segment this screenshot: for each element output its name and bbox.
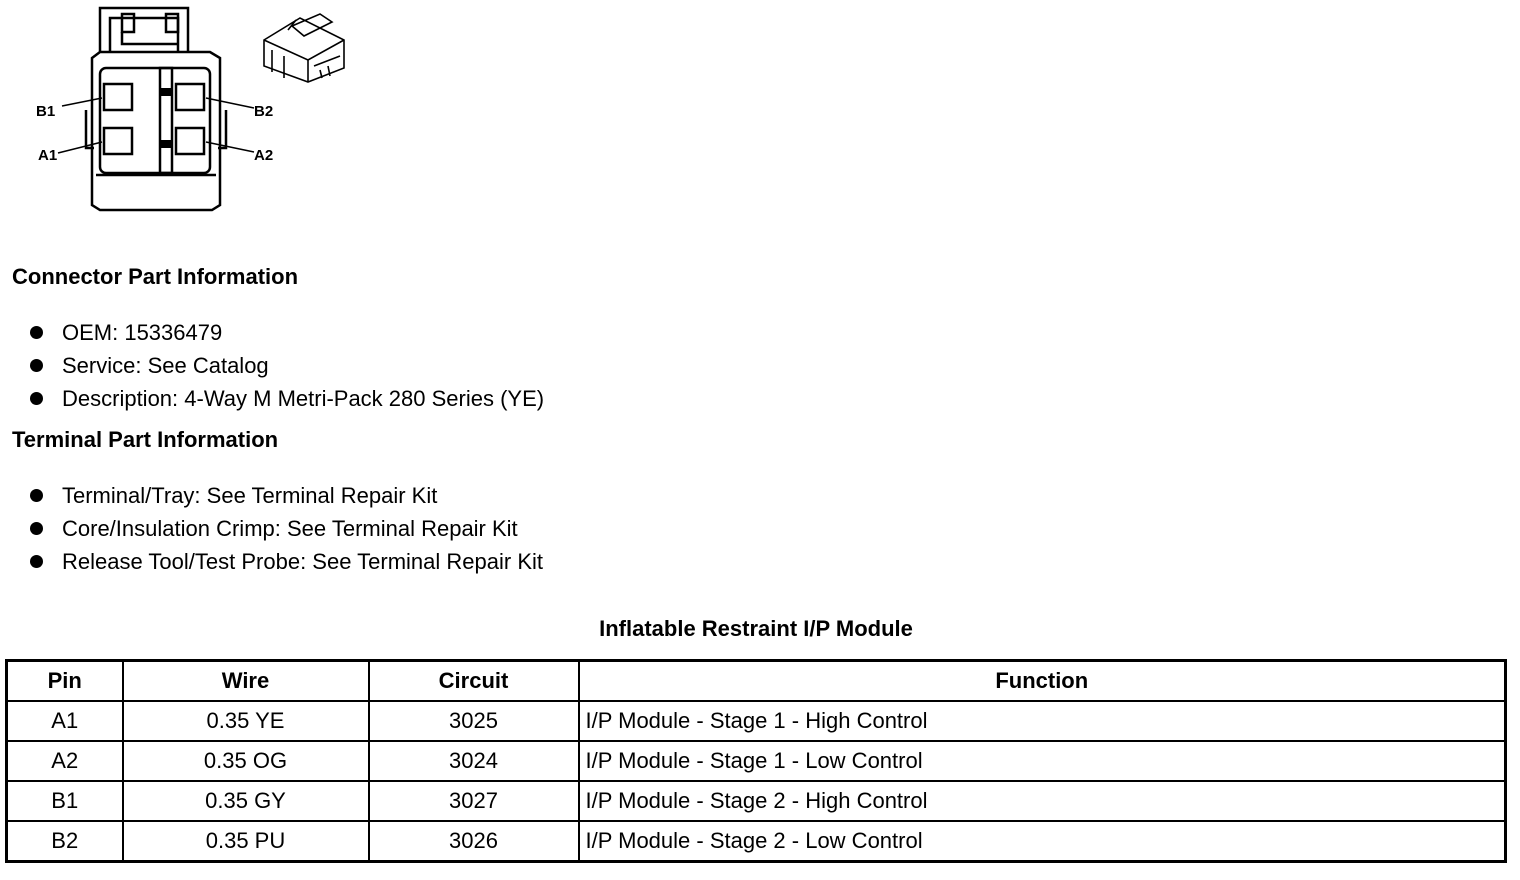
bullet-icon (30, 522, 43, 535)
cell-circuit: 3025 (369, 701, 579, 741)
bullet-icon (30, 555, 43, 568)
table-row (7, 741, 1506, 781)
list-item-text: Core/Insulation Crimp: See Terminal Repair Kit (62, 516, 518, 541)
cell-wire: 0.35 YE (123, 701, 369, 741)
cell-function: I/P Module - Stage 2 - High Control (579, 781, 1506, 821)
connector-face-diagram (0, 0, 360, 220)
terminal-part-heading: Terminal Part Information (12, 427, 279, 452)
cell-wire: 0.35 GY (123, 781, 369, 821)
pinout-table (5, 659, 1507, 863)
table-header-row (7, 661, 1506, 702)
list-item-text: Terminal/Tray: See Terminal Repair Kit (62, 483, 438, 508)
terminal-part-list (30, 479, 543, 578)
column-header-wire: Wire (123, 661, 369, 702)
list-item (30, 545, 543, 578)
column-header-function: Function (579, 661, 1506, 702)
pin-label-b2: B2 (254, 103, 274, 120)
cell-pin: B1 (7, 781, 123, 821)
list-item (30, 512, 543, 545)
list-item (30, 479, 543, 512)
cell-pin: A1 (7, 701, 123, 741)
bullet-icon (30, 326, 43, 339)
pin-label-b1: B1 (36, 103, 56, 120)
pin-label-a1: A1 (38, 147, 58, 164)
table-row (7, 821, 1506, 862)
pin-label-a2: A2 (254, 147, 274, 164)
list-item-text: Description: 4-Way M Metri-Pack 280 Series (YE) (62, 386, 545, 411)
bullet-icon (30, 392, 43, 405)
cell-function: I/P Module - Stage 2 - Low Control (579, 821, 1506, 862)
list-item-text: Service: See Catalog (62, 353, 269, 378)
cell-circuit: 3026 (369, 821, 579, 862)
table-title: Inflatable Restraint I/P Module (599, 616, 913, 641)
cell-pin: B2 (7, 821, 123, 862)
list-item (30, 349, 544, 382)
list-item (30, 382, 544, 415)
cell-circuit: 3027 (369, 781, 579, 821)
table-row (7, 781, 1506, 821)
bullet-icon (30, 489, 43, 502)
column-header-pin: Pin (7, 661, 123, 702)
table-row (7, 701, 1506, 741)
cell-wire: 0.35 PU (123, 821, 369, 862)
cell-function: I/P Module - Stage 1 - High Control (579, 701, 1506, 741)
column-header-circuit: Circuit (369, 661, 579, 702)
list-item-text: OEM: 15336479 (62, 320, 223, 345)
cell-wire: 0.35 OG (123, 741, 369, 781)
bullet-icon (30, 359, 43, 372)
list-item (30, 316, 544, 349)
cell-pin: A2 (7, 741, 123, 781)
cell-function: I/P Module - Stage 1 - Low Control (579, 741, 1506, 781)
list-item-text: Release Tool/Test Probe: See Terminal Repair Kit (62, 549, 543, 574)
connector-part-list (30, 316, 544, 415)
cell-circuit: 3024 (369, 741, 579, 781)
connector-part-heading: Connector Part Information (12, 264, 299, 289)
